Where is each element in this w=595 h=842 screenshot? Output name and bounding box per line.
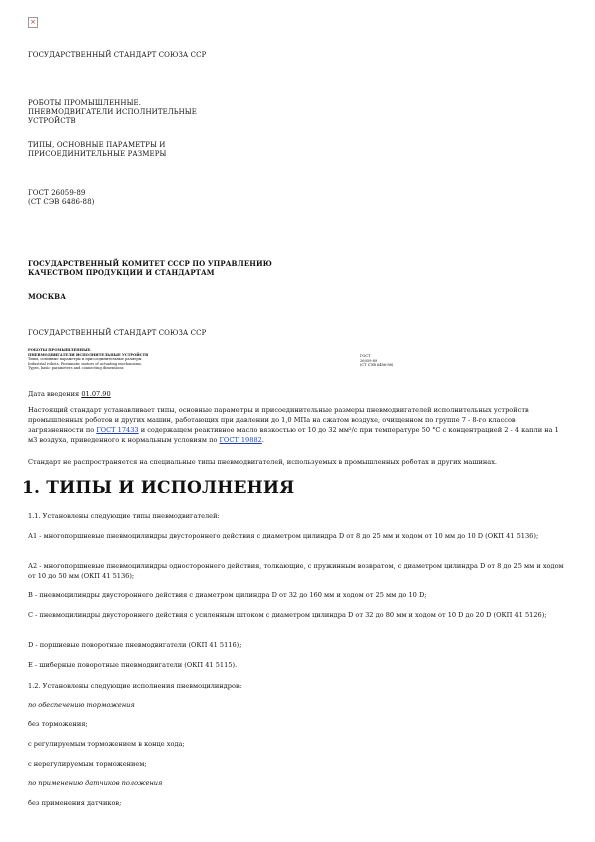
- header-state-standard-2: ГОСУДАРСТВЕННЫЙ СТАНДАРТ СОЮЗА ССР: [28, 329, 207, 337]
- intro-date: [28, 389, 111, 399]
- type-c: С - пневмоцилиндры двустороннего действия с усиленным штоком с диаметром цилиндра D от 32 до 80 мм и ходом от 10 D до 20 D (ОКП 41 5126);: [28, 611, 547, 619]
- by-sensors: по применению датчиков положения: [28, 779, 163, 787]
- gost-19882-link[interactable]: ГОСТ 19882: [219, 436, 262, 444]
- gost-line: (СТ СЭВ 6486-88): [28, 198, 95, 206]
- clause-1-2: 1.2. Установлены следующие исполнения пневмоцилиндров:: [28, 682, 242, 690]
- fixed-braking: с нерегулируемым торможением;: [28, 760, 147, 768]
- type-a1: А1 - многопоршневые пневмоцилиндры двустороннего действия с диаметром цилиндра D от 8 до 25 мм и ходом от 10 мм до 10 D (ОКП 41 5136);: [28, 532, 539, 540]
- type-a2: А2 - многопоршневые пневмоцилиндры одностороннего действия, толкающие, с пружинным возвратом, с диаметром цилиндра D от 8 до 25 мм и ходом от 10 до 50 мм (ОКП 41 5136);: [28, 562, 564, 580]
- no-braking: без торможения;: [28, 720, 88, 728]
- no-sensors: без применения датчиков;: [28, 799, 122, 807]
- committee-line: КАЧЕСТВОМ ПРОДУКЦИИ И СТАНДАРТАМ: [28, 268, 215, 277]
- type-e: Е - шиберные поворотные пневмодвигатели (ОКП 41 5115).: [28, 661, 238, 669]
- document-subtitle: [28, 141, 167, 159]
- tiny-line: ПНЕВМОДВИГАТЕЛИ ИСПОЛНИТЕЛЬНЫЕ УСТРОЙСТВ: [28, 352, 149, 357]
- section-heading: 1. ТИПЫ И ИСПОЛНЕНИЯ: [22, 478, 295, 498]
- intro-date-label: Дата введения: [28, 390, 80, 398]
- gost-17433-link[interactable]: ГОСТ 17433: [96, 426, 139, 434]
- header-state-standard: ГОСУДАРСТВЕННЫЙ СТАНДАРТ СОЮЗА ССР: [28, 51, 207, 59]
- tiny-line: Types, basic parameters and connecting dimensions: [28, 366, 124, 371]
- type-b: В - пневмоцилиндры двустороннего действия с диаметром цилиндра D от 32 до 160 мм и ходом от 25 мм до 10 D;: [28, 591, 427, 599]
- para-text: Настоящий стандарт устанавливает типы, основные параметры и присоединительные размеры пневмодвигателей исполнительных устройств промышленных роботов и других машин, работающих при давлении до 1,0 МПа на сжатом воздухе, очищенном по группе 7 - 8-го классов загрязненности по: [28, 406, 529, 434]
- committee-line: ГОСУДАРСТВЕННЫЙ КОМИТЕТ СССР ПО УПРАВЛЕНИЮ: [28, 259, 272, 268]
- title-line: РОБОТЫ ПРОМЫШЛЕННЫЕ.: [28, 99, 142, 107]
- para-text: и содержащем реактивное масло вязкостью от 10 до 32 мм²/с при температуре 50 °С с концентрацией 2 - 4 капли на 1 м3 воздуха, приведенного к нормальным условиям по: [28, 426, 559, 444]
- gost-line: ГОСТ 26059-89: [28, 189, 86, 197]
- tiny-line: 26059-89: [360, 358, 378, 363]
- title-block-right: [360, 354, 393, 368]
- tiny-line: Industrial robots. Pneumatic motors of actuating mechanisms.: [28, 361, 142, 366]
- title-line: ПНЕВМОДВИГАТЕЛИ ИСПОЛНИТЕЛЬНЫЕ: [28, 108, 197, 116]
- by-braking: по обеспечению торможения: [28, 701, 135, 709]
- clause-1-1: 1.1. Установлены следующие типы пневмодвигателей:: [28, 512, 220, 520]
- gost-number: [28, 189, 94, 207]
- document-title: [28, 99, 197, 126]
- subtitle-line: ТИПЫ, ОСНОВНЫЕ ПАРАМЕТРЫ И: [28, 141, 166, 149]
- title-block-left: [28, 348, 328, 371]
- exclusion-paragraph: Стандарт не распространяется на специальные типы пневмодвигателей, используемых в промышленных роботах и других машинах.: [28, 458, 498, 466]
- adjustable-braking: с регулируемым торможением в конце хода;: [28, 740, 185, 748]
- title-line: УСТРОЙСТВ: [28, 117, 76, 125]
- intro-date-value: 01.07.90: [81, 390, 111, 398]
- committee-name: [28, 259, 272, 277]
- type-d: D - поршневые поворотные пневмодвигатели (ОКП 41 5116);: [28, 641, 242, 649]
- tiny-line: (СТ СЭВ 6486-88): [360, 363, 394, 368]
- tiny-line: ГОСТ: [360, 354, 371, 358]
- tiny-line: Типы, основные параметры и присоединительные размеры: [28, 357, 142, 362]
- tiny-line: РОБОТЫ ПРОМЫШЛЕННЫЕ.: [28, 348, 92, 352]
- scope-paragraph: [28, 405, 568, 445]
- city: МОСКВА: [28, 292, 67, 301]
- subtitle-line: ПРИСОЕДИНИТЕЛЬНЫЕ РАЗМЕРЫ: [28, 150, 167, 158]
- para-text: .: [261, 436, 264, 444]
- broken-image-icon: ×: [28, 17, 38, 28]
